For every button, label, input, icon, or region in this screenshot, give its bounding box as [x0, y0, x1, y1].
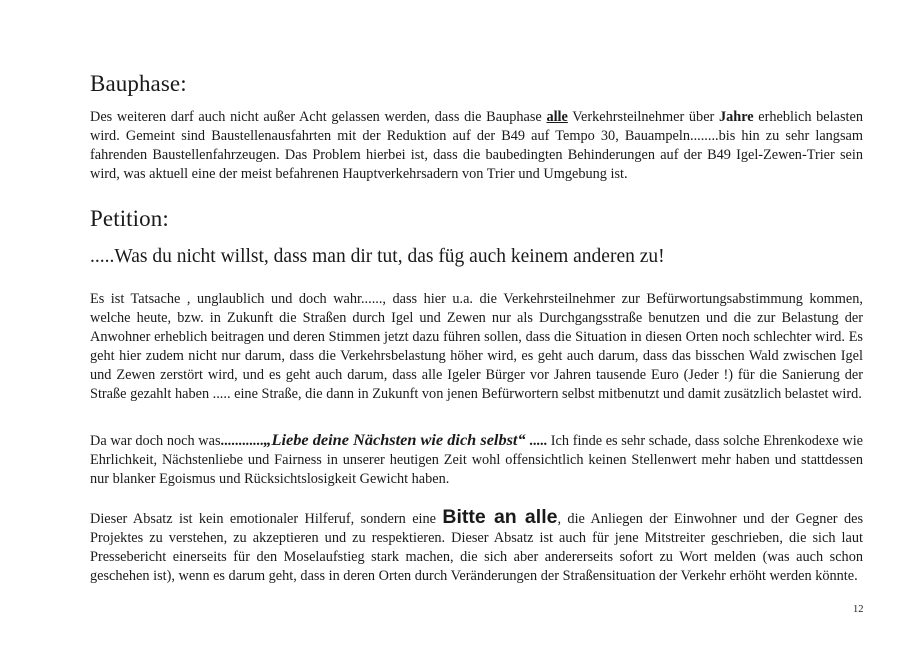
paragraph-bauphase-text-1: Des weiteren darf auch nicht außer Acht gelassen werden, dass die Bauphase [90, 109, 547, 125]
emphasis-bitte-an-alle: Bitte an alle [442, 506, 558, 528]
petition-quote: .....Was du nicht willst, dass man dir tut, das füg auch keinem anderen zu! [90, 246, 665, 267]
paragraph-tatsache: Es ist Tatsache , unglaublich und doch wahr......, dass hier u.a. die Verkehrsteilnehmer zur Befürwortungsabstimmung kommen, welche heute, bzw. in Zukunft die Straßen durch Igel und Zewen nur als Durchgangsstraße benutzen und die zur Belastung der Anwohner erheblich beitragen und deren Stimmen jetzt dazu führen sollen, dass die Situation in diesen Orten noch schlechter wird. Es geht hier zudem nicht nur darum, dass die Verkehrsbelastung höher wird, es geht auch darum, dass das bisschen Wald zwischen Igel und Zewen zerstört wird, und es geht auch darum, dass alle Igeler Bürger vor Jahren tausende Euro (Jeder !) für die Sanierung der Straße gezahlt haben ..... eine Straße, die dann in Zukunft von jenen Befürwortern selbst mitbenutzt und damit zusätzlich belastet wird. [90, 291, 863, 402]
emphasis-alle: alle [546, 109, 568, 125]
dots-trail: ..... [525, 433, 548, 449]
paragraph-naechstenliebe-text-2: Ich finde es sehr schade, dass solche Ehrenkodexe wie Ehrlichkeit, Nächstenliebe und Fairness in unserer heutigen Zeit wohl offensichtlich keinen Stellenwert mehr haben und stattdessen nur blanker Egoismus und Rücksichtslosigkeit Gewicht haben. [90, 433, 864, 487]
paragraph-bauphase [90, 108, 863, 184]
page-number: 12 [853, 604, 864, 615]
dots-lead: ............ [220, 433, 264, 449]
paragraph-bitte-text-1: Dieser Absatz ist kein emotionaler Hilferuf, sondern eine [90, 511, 443, 527]
paragraph-naechstenliebe [90, 431, 863, 489]
heading-petition: Petition: [90, 206, 169, 231]
paragraph-naechstenliebe-text-1: Da war doch noch was [90, 433, 221, 449]
emphasis-liebe-deine-naechsten: „Liebe deine Nächsten wie dich selbst“ [263, 430, 526, 449]
paragraph-bauphase-text-3: erheblich belasten wird. Gemeint sind Baustellenausfahrten mit der Reduktion auf der B49 auf Tempo 30, Bauampeln........bis hin zu sehr langsam fahrenden Baustellenfahrzeugen. Das Problem hierbei ist, dass die baubedingten Behinderungen auf der B49 Igel-Zewen-Trier sein wird, was aktuell eine der meist befahrenen Hauptverkehrsadern von Trier und Umgebung ist. [90, 109, 863, 182]
heading-bauphase: Bauphase: [90, 71, 187, 96]
paragraph-bitte [90, 508, 863, 586]
paragraph-bitte-text-2: , die Anliegen der Einwohner und der Gegner des Projektes zu verstehen, zu akzeptieren und zu respektieren. Dieser Absatz ist auch für jene Mitstreiter geschrieben, die sich laut Pressebericht einerseits für den Moselaufstieg stark machen, die sich aber andererseits sofort zu Wort melden (was auch schon geschehen ist), wenn es darum geht, dass in deren Orten durch Veränderungen der Straßensituation der Verkehr erhöht werden könnte. [90, 511, 864, 584]
paragraph-bauphase-text-2: Verkehrsteilnehmer über [567, 109, 719, 125]
emphasis-jahre: Jahre [718, 109, 754, 125]
